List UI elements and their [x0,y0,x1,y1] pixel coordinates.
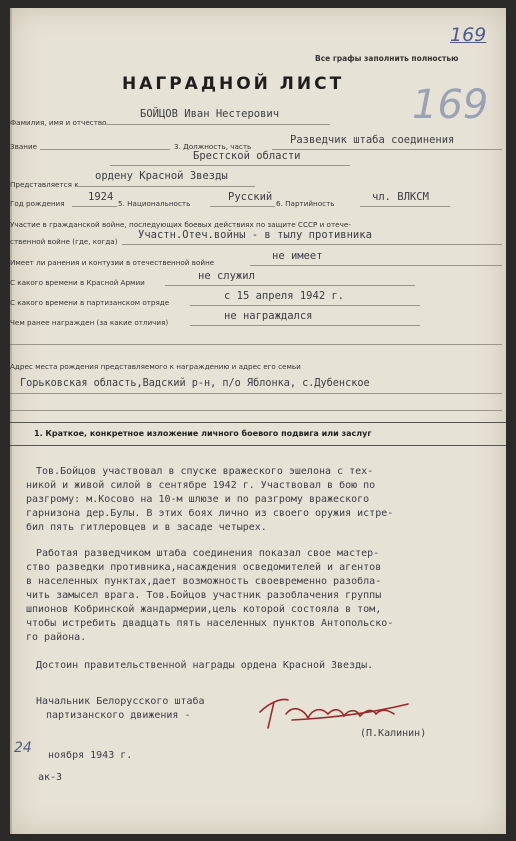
address-label: Адрес места рождения представляемого к награждению и адрес его семьи [10,362,301,371]
text-line: ство разведки противника,насаждения осведомителей и агентов [26,562,382,573]
handwritten-signature [248,684,418,734]
document-date: ноября 1943 г. [48,750,133,761]
army-label: С какого времени в Красной Армии [10,278,145,287]
awards-label: Чем ранее награжден (за какие отличия) [10,318,169,327]
text-line: шпионов Кобринской жандармерии,цель которой состояла в том, [26,604,382,615]
text-line: Работая разведчиком штаба соединения показал свое мастер- [36,548,380,559]
civil-war-value: Участн.Отеч.войны - в тылу противника [138,229,372,241]
reference-code: ак-3 [38,772,63,783]
fill-all-note: Все графы заполнить полностью [315,54,459,63]
text-line: го района. [26,632,87,643]
name-label: Фамилия, имя и отчество [10,118,107,127]
text-line: Тов.Бойцов участвовал в спуске вражеского эшелона с тех- [36,466,374,477]
partisan-value: с 15 апреля 1942 г. [224,290,345,302]
text-line: гарнизона дер.Булы. В этих боях лично из своего оружия истре- [26,508,394,519]
signer-role-line-1: Начальник Белорусского штаба [36,696,205,707]
awards-value: не награждался [224,310,313,322]
nominated-value: ордену Красной Звезды [95,170,228,182]
archive-number-small: 169 [450,24,487,46]
party-label: 6. Партийность [276,199,335,208]
wounds-label: Имеет ли ранения и контузии в отечественной войне [10,258,215,267]
position-label: 3. Должность, часть [174,142,252,151]
party-value: чл. ВЛКСМ [372,191,429,203]
address-value: Горьковская область,Вадский р-н, п/о Яблонка, с.Дубенское [20,378,370,389]
text-line: в населенных пунктах,дает возможность своевременно разобла- [26,576,382,587]
birth-label: Год рождения [10,199,65,208]
nationality-value: Русский [228,191,273,203]
text-line: никой и живой силой в сентябре 1942 г. Участвовал в бою по [26,480,376,491]
position-value-2: Брестской области [193,150,301,162]
document-title: НАГРАДНОЙ ЛИСТ [122,74,345,94]
nominated-label: Представляется к [10,180,79,189]
signer-role-line-2: партизанского движения - [46,710,191,721]
partisan-label: С какого времени в партизанском отряде [10,298,170,307]
birth-value: 1924 [88,191,114,203]
text-line: разгрому: м.Косово на 10-м шлюзе и по разгрому вражеского [26,494,370,505]
signer-name: (П.Калинин) [360,728,427,739]
rank-label: Звание [10,142,38,151]
document-sheet [10,8,506,834]
archive-number-large: 169 [412,82,489,128]
text-line: чтобы истребить двадцать пять населенных пунктов Антопольско- [26,618,394,629]
position-value-1: Разведчик штаба соединения [290,134,455,146]
conclusion: Достоин правительственной награды ордена Красной Звезды. [36,660,374,671]
text-line: чить замысел врага. Тов.Бойцов участник разоблачения группы [26,590,382,601]
section-title: 1. Краткое, конкретное изложение личного боевого подвига или заслуг [34,429,372,438]
civil-war-label-1: Участие в гражданской войне, последующих боевых действиях по защите СССР и отече- [10,220,351,229]
text-line: бил пять гитлеровцев и в засаде четырех. [26,522,267,533]
wounds-value: не имеет [272,250,323,262]
name-value: БОЙЦОВ Иван Нестерович [140,108,280,120]
date-day: 24 [14,740,32,756]
army-value: не служил [198,270,255,282]
civil-war-label-2: ственной войне (где, когда) [10,237,118,246]
nationality-label: 5. Национальность [118,199,191,208]
